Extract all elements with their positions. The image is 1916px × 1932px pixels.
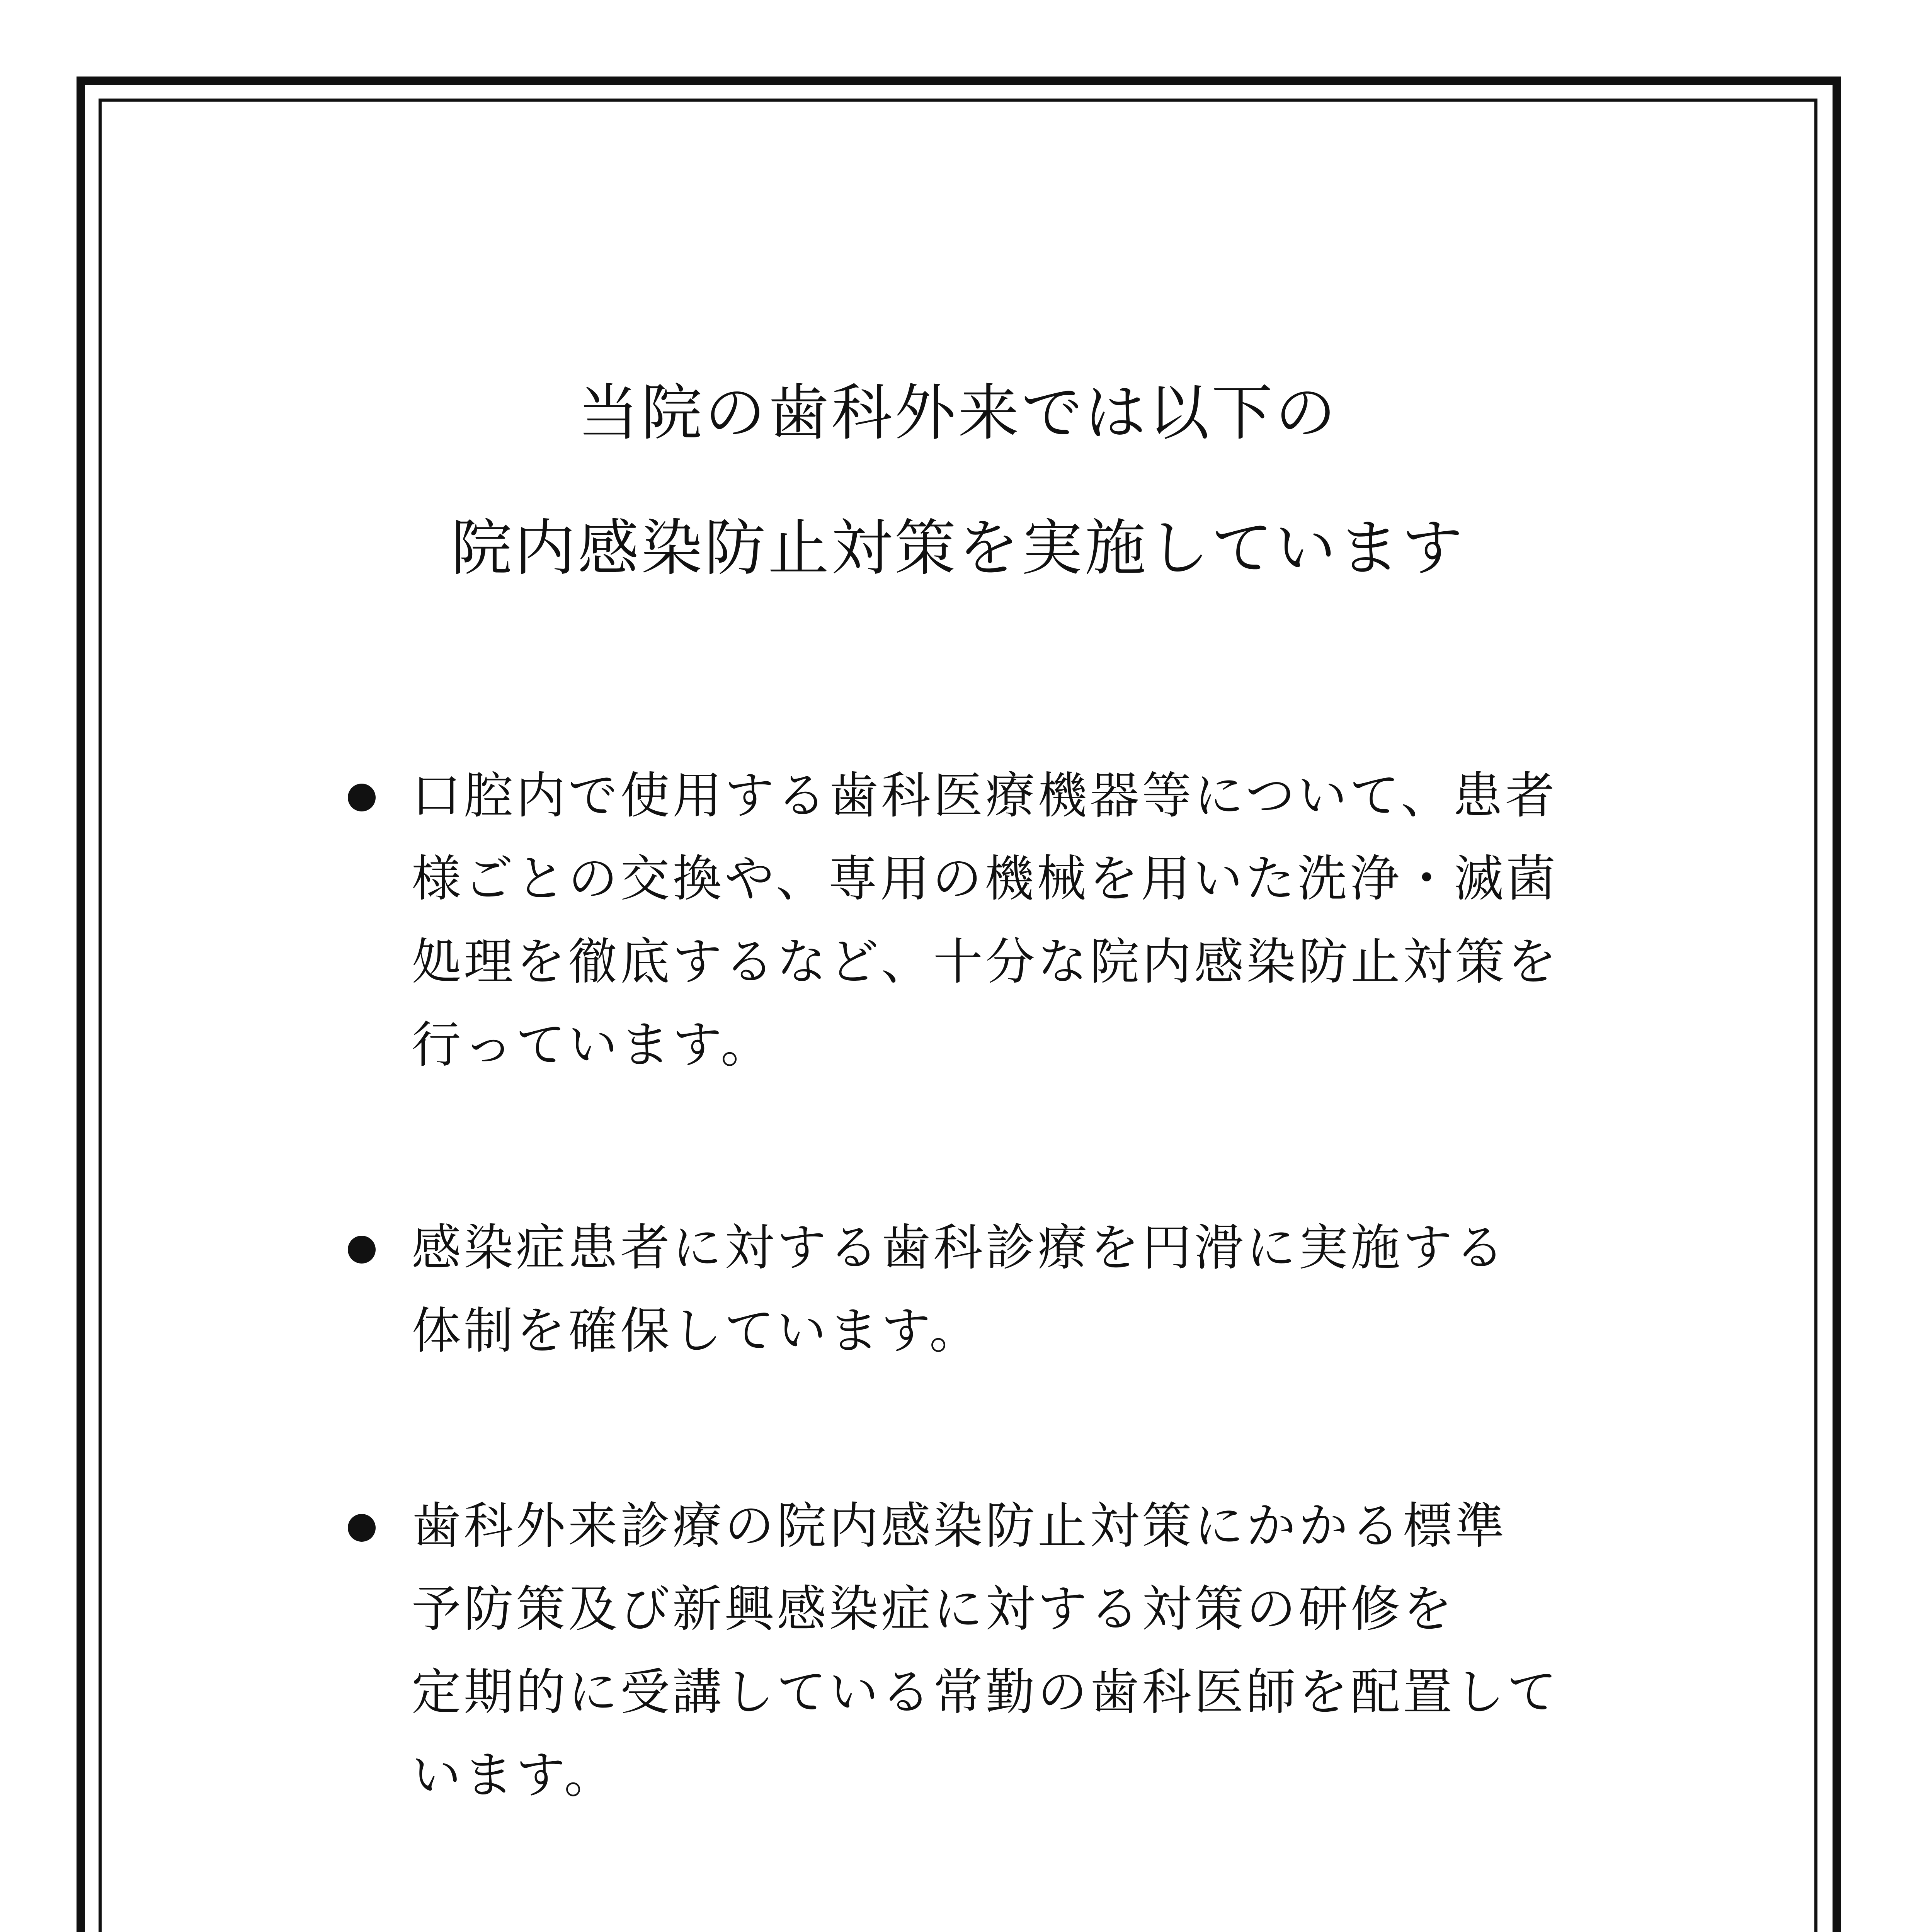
notice-title-line-1: 当院の歯科外来では以下の: [578, 378, 1338, 449]
bullet-text-line: 行っています。: [412, 1016, 773, 1074]
bullet-text-line: 定期的に受講している常勤の歯科医師を配置して: [412, 1663, 1560, 1721]
bullet-text-line: 予防策及び新興感染症に対する対策の研修を: [412, 1580, 1455, 1638]
bullet-text-line: 処理を徹底するなど、十分な院内感染防止対策を: [412, 933, 1560, 991]
bullet-text-line: 口腔内で使用する歯科医療機器等について、患者: [412, 767, 1557, 825]
bullet-text-line: 感染症患者に対する歯科診療を円滑に実施する: [412, 1219, 1508, 1277]
bullet-text: [412, 1495, 1590, 1828]
bullet-text-line: 体制を確保しています。: [412, 1302, 982, 1360]
bullet-text: [412, 1217, 1590, 1383]
notice-title-line-2: 院内感染防止対策を実施しています: [451, 513, 1465, 584]
bullet-text-line: います。: [412, 1747, 616, 1804]
bullet-icon: [348, 1514, 376, 1542]
bullet-icon: [348, 1236, 376, 1264]
bullet-text-line: 歯科外来診療の院内感染防止対策にかかる標準: [412, 1497, 1508, 1555]
bullet-text: [412, 765, 1590, 1097]
bullet-icon: [348, 784, 376, 811]
bullet-text-line: 様ごとの交換や、専用の機械を用いた洗浄・滅菌: [412, 850, 1559, 908]
